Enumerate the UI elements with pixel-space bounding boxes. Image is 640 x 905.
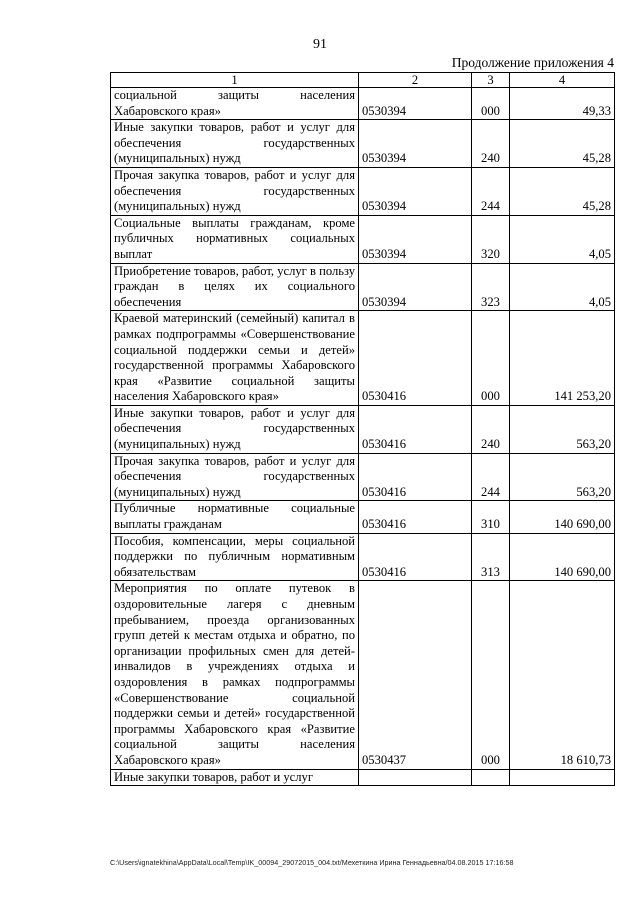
row-code: 0530416 bbox=[359, 501, 472, 533]
row-name: Мероприятия по оплате путевок в оздоровительные лагеря с дневным пребыванием, проезда организованных групп детей к местам отдыха и обратно, по организации профильных смен для детей-инвалидов в учреждениях отдыха и оздоровления в рамках подпрограммы «Совершенствование социальной поддержки семьи и детей» государственной программы Хабаровского края «Развитие социальной защиты населения Хабаровского края» bbox=[111, 581, 359, 769]
row-name: Прочая закупка товаров, работ и услуг для обеспечения государственных (муниципальных) нужд bbox=[111, 453, 359, 501]
row-amount: 141 253,20 bbox=[510, 311, 615, 406]
row-name: Публичные нормативные социальные выплаты гражданам bbox=[111, 501, 359, 533]
table-row bbox=[111, 581, 615, 769]
column-header-amount: 4 bbox=[510, 73, 615, 88]
table-row bbox=[111, 167, 615, 215]
row-kind: 244 bbox=[472, 167, 510, 215]
row-amount: 4,05 bbox=[510, 263, 615, 311]
table-header-row bbox=[111, 73, 615, 88]
row-code: 0530416 bbox=[359, 405, 472, 453]
table-row bbox=[111, 533, 615, 581]
column-header-kind: 3 bbox=[472, 73, 510, 88]
row-amount: 45,28 bbox=[510, 167, 615, 215]
row-code: 0530394 bbox=[359, 263, 472, 311]
column-header-code: 2 bbox=[359, 73, 472, 88]
row-kind: 320 bbox=[472, 215, 510, 263]
column-header-name: 1 bbox=[111, 73, 359, 88]
row-name: Приобретение товаров, работ, услуг в пользу граждан в целях их социального обеспечения bbox=[111, 263, 359, 311]
row-name: Иные закупки товаров, работ и услуг для обеспечения государственных (муниципальных) нужд bbox=[111, 405, 359, 453]
table-row bbox=[111, 453, 615, 501]
table-row bbox=[111, 769, 615, 786]
row-name: Социальные выплаты гражданам, кроме публичных нормативных социальных выплат bbox=[111, 215, 359, 263]
row-name: Иные закупки товаров, работ и услуг для обеспечения государственных (муниципальных) нужд bbox=[111, 120, 359, 168]
table-row bbox=[111, 88, 615, 120]
page-number: 91 bbox=[313, 37, 327, 52]
row-code: 0530416 bbox=[359, 533, 472, 581]
row-name: Краевой материнский (семейный) капитал в рамках подпрограммы «Совершенствование социальной поддержки семьи и детей» государственной программы Хабаровского края «Развитие социальной защиты населения Хабаровского края» bbox=[111, 311, 359, 406]
row-kind: 323 bbox=[472, 263, 510, 311]
row-amount: 140 690,00 bbox=[510, 501, 615, 533]
row-amount bbox=[510, 769, 615, 786]
row-name: Прочая закупка товаров, работ и услуг для обеспечения государственных (муниципальных) нужд bbox=[111, 167, 359, 215]
row-name: Пособия, компенсации, меры социальной поддержки по публичным нормативным обязательствам bbox=[111, 533, 359, 581]
row-amount: 4,05 bbox=[510, 215, 615, 263]
row-kind: 240 bbox=[472, 120, 510, 168]
table-row bbox=[111, 263, 615, 311]
row-kind: 240 bbox=[472, 405, 510, 453]
footer-file-path: C:\Users\ignatekhina\AppData\Local\Temp\IK_00094_29072015_004.txt/Мехеткина Ирина Геннадьевна/04.08.2015 17:16:58 bbox=[110, 858, 514, 867]
row-amount: 49,33 bbox=[510, 88, 615, 120]
continuation-label: Продолжение приложения 4 bbox=[451, 55, 614, 70]
row-kind: 244 bbox=[472, 453, 510, 501]
row-code: 0530416 bbox=[359, 311, 472, 406]
table-row bbox=[111, 215, 615, 263]
row-code: 0530394 bbox=[359, 88, 472, 120]
table-row bbox=[111, 405, 615, 453]
row-kind bbox=[472, 769, 510, 786]
row-kind: 313 bbox=[472, 533, 510, 581]
row-code: 0530394 bbox=[359, 120, 472, 168]
table-row bbox=[111, 120, 615, 168]
row-amount: 563,20 bbox=[510, 405, 615, 453]
budget-table bbox=[110, 72, 615, 786]
row-name: социальной защиты населения Хабаровского края» bbox=[111, 88, 359, 120]
table-row bbox=[111, 311, 615, 406]
row-code bbox=[359, 769, 472, 786]
row-code: 0530394 bbox=[359, 167, 472, 215]
table-row bbox=[111, 501, 615, 533]
row-name: Иные закупки товаров, работ и услуг bbox=[111, 769, 359, 786]
row-kind: 000 bbox=[472, 88, 510, 120]
row-kind: 000 bbox=[472, 311, 510, 406]
row-kind: 000 bbox=[472, 581, 510, 769]
row-amount: 18 610,73 bbox=[510, 581, 615, 769]
row-amount: 140 690,00 bbox=[510, 533, 615, 581]
row-code: 0530437 bbox=[359, 581, 472, 769]
row-amount: 563,20 bbox=[510, 453, 615, 501]
row-kind: 310 bbox=[472, 501, 510, 533]
row-code: 0530416 bbox=[359, 453, 472, 501]
row-code: 0530394 bbox=[359, 215, 472, 263]
row-amount: 45,28 bbox=[510, 120, 615, 168]
